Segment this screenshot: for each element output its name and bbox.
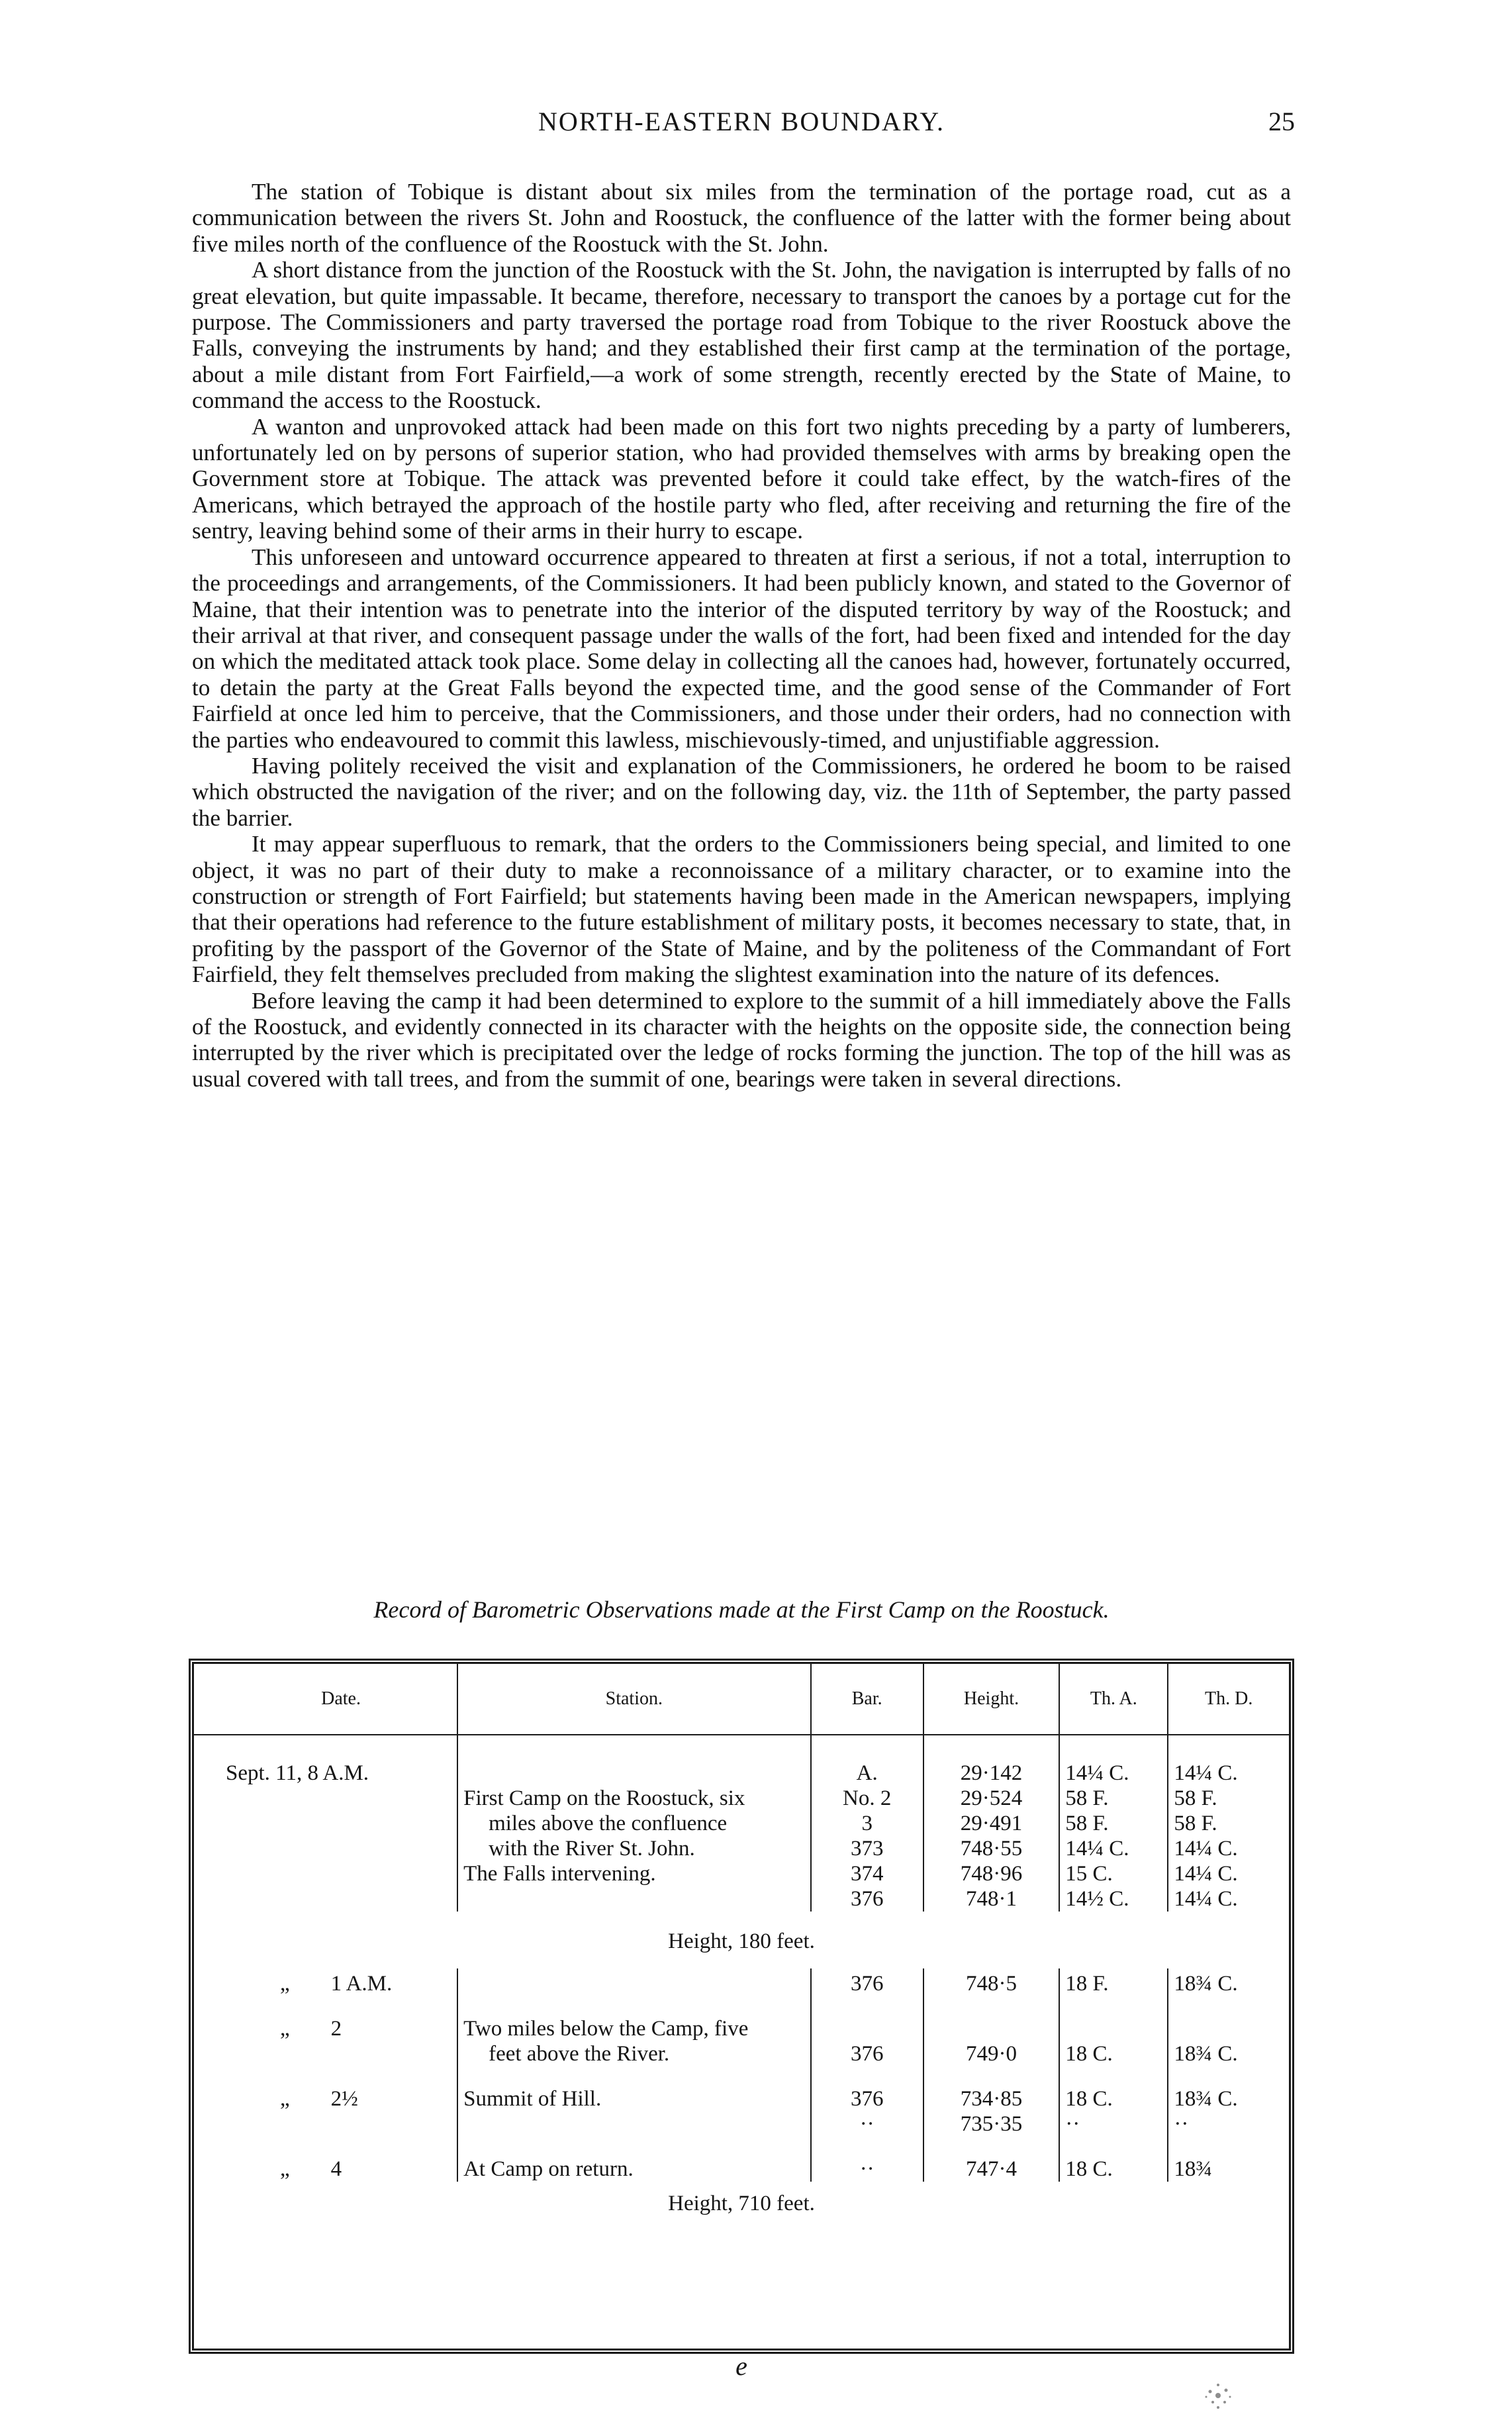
cell-date	[194, 2066, 457, 2137]
th-a-value: 58 F.	[1065, 1812, 1109, 1835]
paragraph: A short distance from the junction of the Roostuck with the St. John, the navigation is interrupted by falls of no great elevation, but quite impassable. It became, therefore, necessary to transport the canoes by a portage cut for the purpose. The Commissioners and party traversed the portage road from Tobique to the river Roostuck above the Falls, conveying the instruments by hand; and they established their first camp at the termination of the portage, about a mile distant from Fort Fairfield,—a work of some strength, recently erected by the State of Maine, to command the access to the Roostuck.	[192, 257, 1291, 414]
height-note-row	[194, 2182, 1289, 2231]
table-row	[194, 2137, 1289, 2182]
ditto-mark: „	[280, 2087, 290, 2111]
station-line: First Camp on the Roostuck, six	[463, 1786, 745, 1810]
th-a-value: 15 C.	[1065, 1862, 1113, 1886]
cell-th-d	[1168, 1735, 1289, 1912]
cell-height	[923, 2137, 1059, 2182]
page	[192, 0, 1295, 2424]
paragraph: The station of Tobique is distant about six miles from the termination of the portage road, cut as a communication between the rivers St. John and Roostuck, the confluence of the latter with the former being about five miles north of the confluence of the Roostuck with the St. John.	[192, 179, 1291, 257]
cell-th-d	[1168, 2066, 1289, 2137]
cell-station	[457, 2066, 810, 2137]
station-line: The Falls intervening.	[463, 1862, 656, 1886]
height-value: 748·55	[960, 1837, 1023, 1861]
th-d-value	[1174, 2016, 1284, 2041]
cell-height	[923, 1968, 1059, 1996]
height-value: 734·85	[960, 2087, 1023, 2111]
bar-value: ··	[859, 2157, 874, 2181]
table-row	[194, 2066, 1289, 2137]
observation-time: 2½	[330, 2087, 358, 2111]
th-a-value	[1065, 2016, 1162, 2041]
height-value: 29·524	[960, 1786, 1023, 1810]
cell-th-d	[1168, 1996, 1289, 2066]
cell-bar	[811, 2066, 923, 2137]
station-line: with the River St. John.	[489, 1837, 695, 1861]
bar-value: 373	[850, 1837, 884, 1861]
paragraph: Before leaving the camp it had been determined to explore to the summit of a hill immediately above the Falls of the Roostuck, and evidently connected in its character with the heights on the opposite side, the connection being interrupted by the river which is precipitated over the ledge of rocks forming the junction. The top of the hill was as usual covered with tall trees, and from the summit of one, bearings were taken in several directions.	[192, 987, 1291, 1092]
th-a-value: 18 F.	[1065, 1972, 1109, 1996]
th-a-value: 14¼ C.	[1065, 1761, 1129, 1785]
cell-date	[194, 2137, 457, 2182]
cell-th-a	[1059, 1996, 1168, 2066]
height-note: Height, 710 feet.	[668, 2192, 815, 2215]
height-value: 747·4	[966, 2157, 1017, 2181]
bar-value: No. 2	[843, 1786, 892, 1810]
ditto-mark: „	[280, 2017, 290, 2041]
observation-time: 4	[330, 2157, 342, 2181]
th-d-value: 18¾ C.	[1174, 1972, 1238, 1996]
cell-th-a	[1059, 2066, 1168, 2137]
station-line: feet above the River.	[489, 2042, 670, 2066]
paragraph: Having politely received the visit and explanation of the Commissioners, he ordered he boom to be raised which obstructed the navigation of the river; and on the following day, viz. the 11th of September, the party passed the barrier.	[192, 752, 1291, 831]
signature-mark: e	[735, 2351, 747, 2381]
th-a-value: ··	[1065, 2112, 1080, 2136]
th-a-value: 18 C.	[1065, 2042, 1113, 2066]
table-row	[194, 1735, 1289, 1912]
header-th-d: Th. D.	[1168, 1664, 1289, 1735]
station-line: Two miles below the Camp, five	[463, 2017, 749, 2041]
cell-th-d	[1168, 1968, 1289, 1996]
cell-th-a	[1059, 1735, 1168, 1912]
bar-value: 3	[861, 1812, 873, 1835]
bar-value: ··	[859, 2112, 874, 2136]
paragraph: It may appear superfluous to remark, that the orders to the Commissioners being special, and limited to one object, it was no part of their duty to make a reconnoissance of a military character, or to examine into the construction or strength of Fort Fairfield; but statements having been made in the American newspapers, implying that their operations had reference to the future establishment of military posts, it becomes necessary to state, that, in profiting by the passport of the Governor of the State of Maine, and by the politeness of the Commandant of Fort Fairfield, they felt themselves precluded from making the slightest examination into the nature of its defences.	[192, 831, 1291, 988]
height-value	[929, 2016, 1053, 2041]
height-value: 29·142	[960, 1761, 1023, 1785]
cell-height	[923, 1996, 1059, 2066]
observation-time: 1 A.M.	[330, 1972, 393, 1996]
cell-bar	[811, 1996, 923, 2066]
th-a-value: 58 F.	[1065, 1786, 1109, 1810]
cell-station	[457, 1735, 810, 1912]
height-note: Height, 180 feet.	[668, 1929, 815, 1953]
page-number: 25	[1268, 107, 1295, 136]
bar-value: 376	[850, 2087, 884, 2111]
table-row	[194, 1996, 1289, 2066]
running-title: NORTH-EASTERN BOUNDARY.	[538, 107, 945, 136]
height-value: 748·1	[966, 1887, 1017, 1911]
station-line: miles above the confluence	[489, 1812, 728, 1835]
header-date: Date.	[194, 1664, 457, 1735]
cell-height	[923, 2066, 1059, 2137]
station-line: Summit of Hill.	[463, 2087, 602, 2111]
bar-value: A.	[856, 1761, 878, 1785]
header-station: Station.	[457, 1664, 810, 1735]
library-stamp-mark	[1198, 2376, 1238, 2415]
cell-height	[923, 1735, 1059, 1912]
bar-value: 376	[850, 1972, 884, 1996]
cell-date: Sept. 11, 8 A.M.	[226, 1761, 369, 1785]
header-height: Height.	[923, 1664, 1059, 1735]
th-d-value: 18¾	[1174, 2157, 1213, 2181]
bar-value	[817, 2016, 918, 2041]
th-d-value: ··	[1174, 2112, 1189, 2136]
th-a-value: 14¼ C.	[1065, 1837, 1129, 1861]
station-line: At Camp on return.	[463, 2157, 634, 2181]
th-d-value: 18¾ C.	[1174, 2042, 1238, 2066]
th-a-value: 14½ C.	[1065, 1887, 1129, 1911]
header-th-a: Th. A.	[1059, 1664, 1168, 1735]
th-a-value: 18 C.	[1065, 2087, 1113, 2111]
ditto-mark: „	[280, 2157, 290, 2181]
cell-date	[194, 1968, 457, 1996]
bar-value: 376	[850, 2042, 884, 2066]
body-text	[192, 179, 1291, 1092]
cell-station	[457, 1968, 810, 1996]
paragraph: This unforeseen and untoward occurrence appeared to threaten at first a serious, if not a total, interruption to the proceedings and arrangements, of the Commissioners. It had been publicly known, and stated to the Governor of Maine, that their intention was to penetrate into the interior of the disputed territory by way of the Roostuck; and their arrival at that river, and consequent passage under the walls of the fort, had been fixed and intended for the day on which the meditated attack took place. Some delay in collecting all the canoes had, however, fortunately occurred, to detain the party at the Great Falls beyond the expected time, and the good sense of the Commander of Fort Fairfield at once led him to perceive, that the Commissioners, and those under their orders, had no connection with the parties who endeavoured to commit this lawless, mischievously-timed, and unjustifiable aggression.	[192, 544, 1291, 753]
bar-value: 376	[850, 1887, 884, 1911]
cell-th-a	[1059, 1968, 1168, 1996]
height-note-row	[194, 1912, 1289, 1968]
height-value: 749·0	[966, 2042, 1017, 2066]
cell-station	[457, 1996, 810, 2066]
bar-value: 374	[850, 1862, 884, 1886]
height-value: 748·96	[960, 1862, 1023, 1886]
observation-time: 2	[330, 2017, 342, 2041]
th-d-value: 58 F.	[1174, 1786, 1217, 1810]
running-head	[192, 106, 1295, 146]
cell-bar	[811, 1735, 923, 1912]
th-d-value: 14¼ C.	[1174, 1887, 1238, 1911]
paragraph: A wanton and unprovoked attack had been made on this fort two nights preceding by a party of lumberers, unfortunately led on by persons of superior station, who had provided themselves with arms by breaking open the Government store at Tobique. The attack was prevented before it could take effect, by the watch-fires of the Americans, which betrayed the approach of the hostile party who fled, after receiving and returning the fire of the sentry, leaving behind some of their arms in their hurry to escape.	[192, 413, 1291, 544]
th-d-value: 14¼ C.	[1174, 1862, 1238, 1886]
table-row	[194, 1968, 1289, 1996]
cell-station	[457, 2137, 810, 2182]
th-a-value: 18 C.	[1065, 2157, 1113, 2181]
cell-th-a	[1059, 2137, 1168, 2182]
cell-bar	[811, 2137, 923, 2182]
table-caption: Record of Barometric Observations made at the First Camp on the Roostuck.	[373, 1596, 1110, 1623]
height-value: 29·491	[960, 1812, 1023, 1835]
cell-th-d	[1168, 2137, 1289, 2182]
th-d-value: 58 F.	[1174, 1812, 1217, 1835]
height-value: 735·35	[960, 2112, 1023, 2136]
cell-bar	[811, 1968, 923, 1996]
height-value: 748·5	[966, 1972, 1017, 1996]
header-bar: Bar.	[811, 1664, 923, 1735]
th-d-value: 18¾ C.	[1174, 2087, 1238, 2111]
th-d-value: 14¼ C.	[1174, 1761, 1238, 1785]
observation-table	[192, 1662, 1291, 2351]
cell-date	[194, 1996, 457, 2066]
ditto-mark: „	[280, 1972, 290, 1996]
th-d-value: 14¼ C.	[1174, 1837, 1238, 1861]
table-header-row	[194, 1664, 1289, 1735]
